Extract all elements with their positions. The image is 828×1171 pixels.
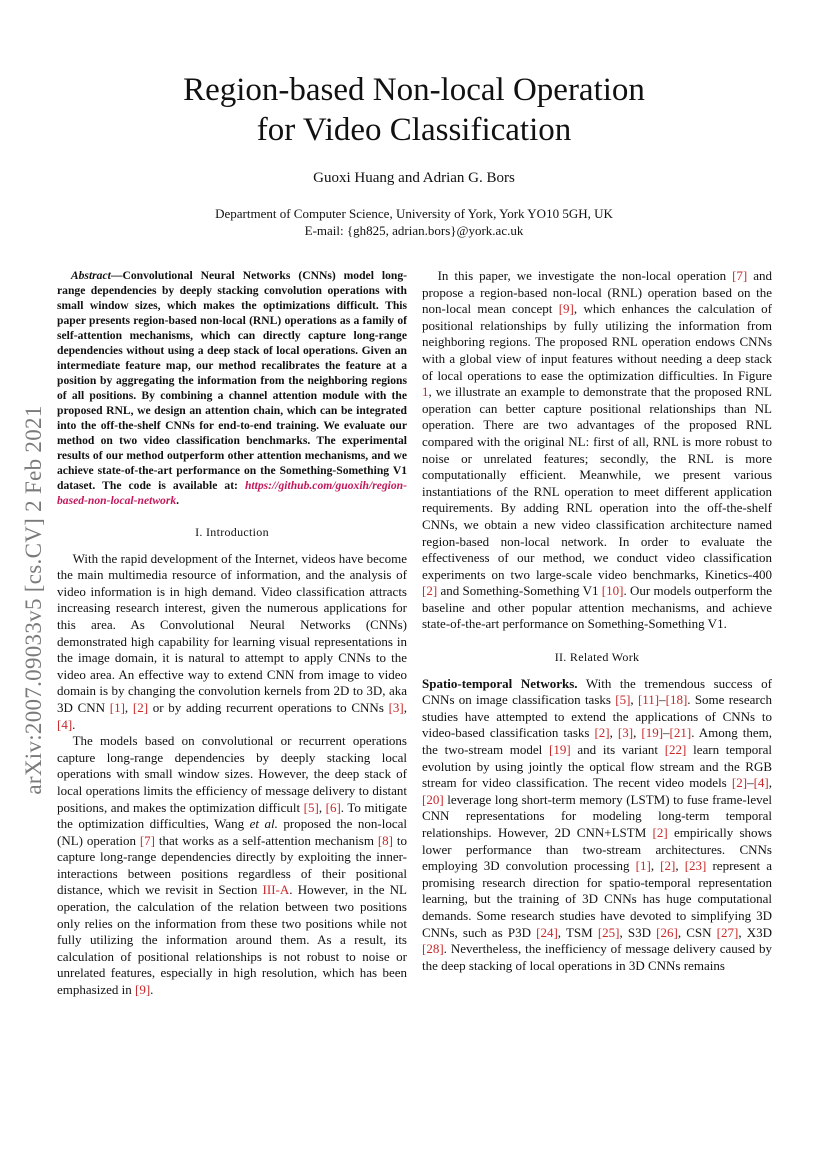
citation-link[interactable]: [2] (422, 583, 438, 599)
text-run: to capture long-range dependencies directly by exploiting the inner-interactions between positions regardless of their positional distance, which we revisit in Section (57, 832, 407, 898)
text-run: . (72, 716, 76, 732)
code-link[interactable]: https://github.com/guoxih/region-based-non-local-network (57, 479, 407, 507)
intro-paragraph-1 (57, 551, 407, 734)
citation-link[interactable]: [28] (422, 941, 444, 957)
citation-link[interactable]: [4] (57, 716, 73, 732)
citation-link[interactable]: [11] (637, 692, 660, 708)
email: E-mail: {gh825, adrian.bors}@york.ac.uk (304, 223, 524, 238)
text-run: . Among them, the two-stream model (422, 725, 773, 758)
citation-link[interactable]: [27] (716, 924, 739, 940)
affiliation: Department of Computer Science, University of York, York YO10 5GH, UK (215, 206, 613, 221)
authors: Guoxi Huang and Adrian G. Bors (313, 170, 515, 186)
citation-link[interactable]: [2] (652, 825, 668, 840)
text-run: . (150, 982, 154, 998)
text-run: . However, in the NL operation, the calculation of the relation between two positions only relies on the information from these two positions while not fully utilizing the information around them. As a result, its calculation of positional relationships is not robust to noise or unrelated features, especially in high resolution, which has been emphasized in (57, 882, 407, 998)
text-run: , S3D (619, 924, 657, 940)
arxiv-identifier: arXiv:2007.09033v5 [cs.CV] 2 Feb 2021 (21, 405, 46, 795)
citation-link[interactable]: [1] (109, 699, 125, 715)
citation-link[interactable]: [5] (615, 692, 631, 708)
citation-link[interactable]: [8] (377, 832, 393, 848)
text-run: and Something-Something V1 (437, 583, 602, 599)
text-run: The models based on convolutional or recurrent operations capture long-range dependencies by deeply stacking local operations with small window sizes. However, the deep stack of local operations limits the efficiency of message delivery to distant positions, and makes the optimization difficult (57, 733, 407, 815)
citation-link[interactable]: [1] (635, 858, 651, 874)
text-run: , TSM (557, 924, 598, 940)
text-run: . Some research studies have attempted to extend the applications of CNNs to video-based classification tasks (422, 692, 773, 741)
text-run: , (609, 725, 618, 741)
citation-link[interactable]: [20] (422, 791, 444, 807)
citation-link[interactable]: [7] (139, 832, 156, 848)
text-run: – (659, 692, 666, 708)
citation-link[interactable]: [19] (549, 742, 571, 758)
text-run: et al. (249, 816, 278, 832)
text-run: represent a promising research direction for spatio-temporal representation learning, but the training of 3D CNNs has huge computational demands. Some research studies have devoted to simplifying 3D CNNs, such as P3D (422, 858, 772, 940)
text-run: . Our models outperform the baseline and other popular attention mechanisms, and achieve state-of-the-art performance on Something-Something V1. (422, 583, 772, 632)
text-run: , which enhances the calculation of positional relationships by fully utilizing the information from neighboring regions. The proposed RNL operation endows CNNs with a global view of input features without needing a deep stack of local operations to ease the optimization difficulties. In Figure (422, 301, 772, 383)
text-run: leverage long short-term memory (LSTM) to fuse frame-level CNN representations for modeling long-term temporal relationships. However, 2D CNN+LSTM (422, 791, 772, 840)
text-run: and propose a region-based non-local (RNL) operation based on the non-local mean concept (422, 268, 772, 317)
text-run: proposed the non-local (NL) operation (57, 816, 407, 848)
text-run: – (663, 725, 670, 741)
section-heading-introduction: I. Introduction (195, 525, 269, 539)
text-run: empirically shows lower performance than two-stream architectures. CNNs employing 3D convolution processing (422, 825, 772, 874)
figure-link[interactable]: 1 (422, 384, 429, 400)
text-run: , (124, 699, 133, 715)
citation-link[interactable]: [9] (134, 982, 151, 998)
citation-link[interactable]: [10] (601, 583, 624, 599)
title-line-2: for Video Classification (256, 112, 572, 148)
intro-paragraph-2 (57, 733, 407, 999)
citation-link[interactable]: [4] (753, 775, 769, 791)
text-run: that works as a self-attention mechanism (155, 832, 378, 848)
abstract (57, 268, 407, 508)
text-run: In this paper, we investigate the non-local operation (437, 268, 733, 283)
citation-link[interactable]: [25] (597, 924, 620, 940)
right-column (422, 268, 772, 974)
abstract-end: . (176, 494, 180, 507)
citation-link[interactable]: [18] (665, 692, 688, 708)
abstract-text: —Convolutional Neural Networks (CNNs) model long-range dependencies by deeply stacking convolution operations with small window sizes, which makes the optimizations difficult. This paper presents region-based non-local (RNL) operations as a family of self-attention mechanisms, which can directly capture long-range dependencies without using a deep stack of local operations. Given an intermediate feature map, our method recalibrates the feature at a position by aggregating the information from the neighboring regions of all positions. By combining a channel attention module with the proposed RNL, we design an attention chain, which can be integrated into the off-the-shelf CNNs for end-to-end training. We evaluate our method on two video classification benchmarks. The experimental results of our method outperform other attention mechanisms, and we achieve state-of-the-art performance on the Something-Something V1 dataset. The code is available at: (57, 269, 407, 492)
related-work-paragraph (422, 676, 772, 975)
text-run: , (675, 858, 685, 874)
citation-link[interactable]: [9] (558, 301, 574, 317)
text-run: , (403, 699, 408, 715)
citation-link[interactable]: [3] (617, 725, 634, 741)
citation-link[interactable]: [26] (656, 924, 678, 940)
citation-link[interactable]: [24] (536, 924, 558, 940)
text-run: , (650, 858, 661, 874)
citation-link[interactable]: [3] (388, 699, 404, 715)
citation-link[interactable]: [2] (594, 725, 610, 741)
text-run: , we illustrate an example to demonstrate that the proposed RNL operation can better capture positional relationships than NL operation. There are two advantages of the proposed RNL compared with the original NL: first of all, RNL is more robust to noise or unrelated features; secondly, the RNL is more computationally efficient. Meanwhile, we present various instantiations of the RNL operation to meet different application requirements. By adding RNL operation into the off-the-shelf CNNs, we obtain a new video classification architecture named region-based non-local network. In order to evaluate the effectiveness of our method, we conduct video classification experiments on two large-scale video benchmarks, Kinetics-400 (422, 384, 772, 582)
citation-link[interactable]: [6] (325, 799, 341, 815)
text-run: , (630, 692, 638, 708)
citation-link[interactable]: [2] (660, 858, 676, 874)
text-run: With the tremendous success of CNNs on image classification tasks (422, 675, 772, 708)
citation-link[interactable]: [7] (732, 268, 748, 283)
text-run: With the rapid development of the Internet, videos have become the main multimedia resource of information, and the analysis of video information is in high demand. Video classification attracts increasing research interest, given the numerous applications for this area. As Convolutional Neural Networks (CNNs) demonstrated high capability for learning visual representations in the image domain, it is natural to attempt to apply CNNs to the video area. An effective way to extend CNN from image to video domain is by changing the convolution kernels from 2D to 3D, aka 3D CNN (57, 550, 407, 715)
text-run: , (633, 725, 642, 741)
text-run: learn temporal evolution by using jointly the optical flow stream and the RGB stream for video classification. The recent video models (422, 742, 772, 791)
runin-heading: Spatio-temporal Networks. (422, 675, 578, 691)
citation-link[interactable]: [22] (664, 742, 687, 758)
citation-link[interactable]: [21] (669, 725, 692, 741)
section-link[interactable]: III-A (262, 882, 290, 898)
text-run: or by adding recurrent operations to CNNs (148, 699, 389, 715)
text-run: , (768, 775, 772, 791)
affiliation-block (0, 205, 828, 239)
left-column (57, 268, 407, 999)
paper-title (0, 70, 828, 150)
citation-link[interactable]: [5] (303, 799, 319, 815)
text-run: , (318, 799, 326, 815)
section-heading-related-work: II. Related Work (554, 650, 640, 665)
title-line-1: Region-based Non-local Operation (183, 72, 645, 108)
text-run: and its variant (570, 742, 665, 758)
text-run: . Nevertheless, the inefficiency of message delivery caused by the deep stacking of local operations in 3D CNNs remains (422, 941, 772, 973)
text-run: , X3D (738, 924, 772, 940)
intro-paragraph-3 (422, 268, 772, 633)
citation-link[interactable]: [2] (731, 775, 748, 791)
abstract-label: Abstract (70, 269, 111, 282)
text-run: – (747, 775, 754, 791)
text-run: , CSN (677, 924, 717, 940)
citation-link[interactable]: [19] (641, 725, 664, 741)
citation-link[interactable]: [2] (132, 699, 149, 715)
citation-link[interactable]: [23] (684, 858, 707, 874)
text-run: . To mitigate the optimization difficulties, Wang (57, 799, 408, 832)
